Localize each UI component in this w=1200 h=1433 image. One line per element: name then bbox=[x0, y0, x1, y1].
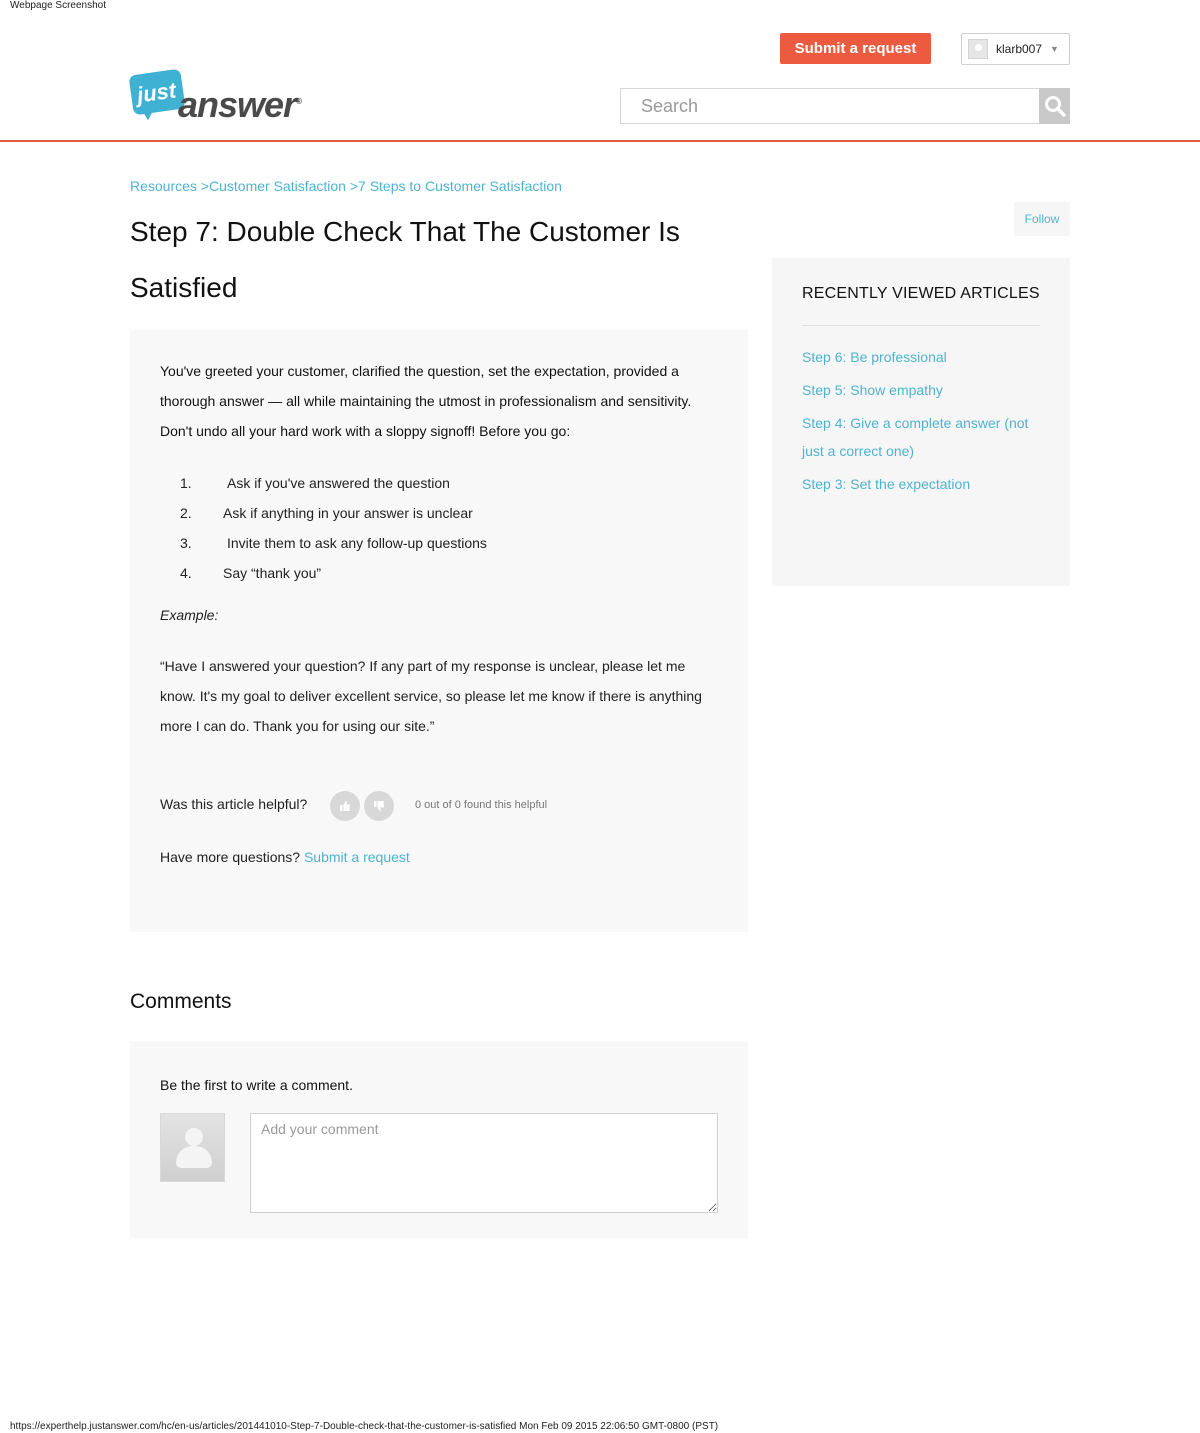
logo-answer-text: answer® bbox=[178, 84, 301, 125]
submit-request-button[interactable]: Submit a request bbox=[780, 33, 931, 64]
article-intro: You've greeted your customer, clarified the question, set the expectation, provided a thorough answer — all while maintaining the utmost in professionalism and sensitivity. Don't undo all your hard work with a sloppy signoff! Before you go: bbox=[160, 363, 692, 439]
avatar-body bbox=[176, 1146, 212, 1168]
avatar bbox=[160, 1113, 225, 1182]
user-name: klarb007 bbox=[996, 42, 1043, 56]
user-avatar bbox=[968, 39, 988, 59]
justanswer-logo[interactable] bbox=[131, 72, 306, 126]
recent-articles-list bbox=[802, 343, 1042, 503]
breadcrumb-item-resources[interactable]: Resources bbox=[130, 178, 197, 194]
thumbs-down-icon bbox=[373, 800, 385, 812]
more-questions-label: Have more questions? bbox=[160, 849, 301, 865]
search-button[interactable] bbox=[1039, 88, 1070, 124]
search-icon bbox=[1044, 95, 1066, 117]
breadcrumb bbox=[130, 178, 562, 194]
breadcrumb-item-7-steps[interactable]: 7 Steps to Customer Satisfaction bbox=[358, 178, 562, 194]
helpful-question: Was this article helpful? bbox=[160, 796, 308, 812]
caret-down-icon: ▼ bbox=[1050, 44, 1059, 54]
article-body bbox=[130, 330, 748, 932]
more-questions bbox=[160, 849, 410, 865]
breadcrumb-item-customer-satisfaction[interactable]: Customer Satisfaction bbox=[209, 178, 346, 194]
article-title: Step 7: Double Check That The Customer Is Satisfied bbox=[130, 216, 680, 303]
breadcrumb-separator: > bbox=[196, 178, 209, 194]
list-item bbox=[180, 528, 680, 558]
comments-title: Comments bbox=[130, 990, 232, 1013]
list-item bbox=[180, 498, 680, 528]
step-text: Invite them to ask any follow-up questions bbox=[227, 535, 487, 551]
steps-list bbox=[180, 468, 680, 588]
step-number: 3. bbox=[180, 535, 192, 551]
step-number: 4. bbox=[180, 565, 192, 581]
step-number: 2. bbox=[180, 505, 192, 521]
print-page-title: Webpage Screenshot bbox=[10, 0, 106, 11]
recently-viewed-sidebar bbox=[772, 258, 1070, 586]
sidebar-title: RECENTLY VIEWED ARTICLES bbox=[802, 285, 1040, 302]
helpful-count: 0 out of 0 found this helpful bbox=[415, 799, 548, 811]
submit-request-link[interactable]: Submit a request bbox=[303, 849, 410, 865]
list-item bbox=[180, 558, 680, 588]
recent-article-link[interactable]: Step 3: Set the expectation bbox=[802, 476, 971, 492]
comment-input[interactable] bbox=[250, 1113, 718, 1213]
recent-article-link[interactable]: Step 6: Be professional bbox=[802, 349, 947, 365]
vote-up-button[interactable] bbox=[330, 791, 360, 821]
comments-section bbox=[130, 1041, 748, 1238]
follow-button[interactable]: Follow bbox=[1014, 202, 1070, 236]
print-page-footer: https://experthelp.justanswer.com/hc/en-us/articles/201441010-Step-7-Double-check-that-the-customer-is-satisfied Mon Feb 09 2015 22:06:50 GMT-0800 (PST) bbox=[10, 1421, 719, 1432]
avatar-head bbox=[185, 1128, 203, 1146]
list-item bbox=[180, 468, 680, 498]
example-label: Example: bbox=[160, 607, 219, 623]
search-box bbox=[620, 88, 1070, 124]
thumbs-up-icon bbox=[339, 800, 351, 812]
logo-just-text: just bbox=[135, 77, 178, 108]
recent-article-link[interactable]: Step 5: Show empathy bbox=[802, 382, 943, 398]
breadcrumb-separator: > bbox=[345, 178, 359, 194]
recent-article-link[interactable]: Step 4: Give a complete answer (not just a correct one) bbox=[802, 415, 1029, 459]
step-text: Say “thank you” bbox=[223, 565, 322, 581]
site-header bbox=[0, 0, 1200, 142]
example-quote: “Have I answered your question? If any part of my response is unclear, please let me know. It's my goal to deliver excellent service, so please let me know if there is anything more I can do. Thank you for using our site.” bbox=[160, 658, 702, 734]
step-text: Ask if anything in your answer is unclear bbox=[223, 505, 473, 521]
search-input[interactable] bbox=[621, 89, 1041, 123]
step-number: 1. bbox=[180, 475, 192, 491]
comments-empty-text: Be the first to write a comment. bbox=[160, 1077, 353, 1093]
vote-down-button[interactable] bbox=[364, 791, 394, 821]
divider bbox=[802, 325, 1040, 326]
step-text: Ask if you've answered the question bbox=[227, 475, 450, 491]
user-menu[interactable] bbox=[961, 33, 1070, 65]
